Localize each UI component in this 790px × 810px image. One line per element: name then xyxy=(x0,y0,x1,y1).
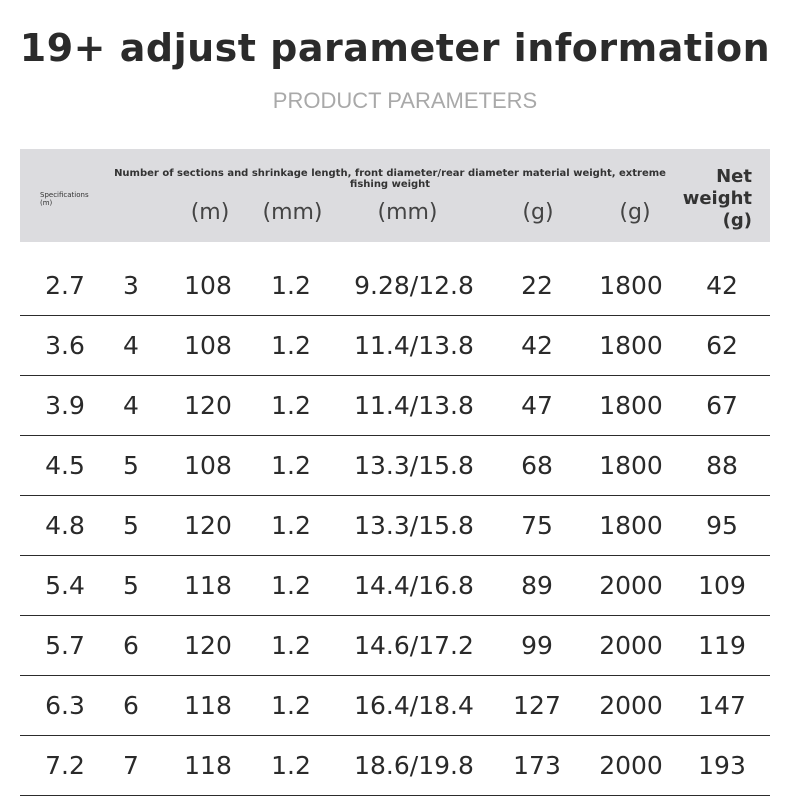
cell-sections: 6 xyxy=(123,691,139,720)
header-unit-rear-diameter: (mm) xyxy=(377,200,438,225)
cell-net-weight: 109 xyxy=(698,571,746,600)
cell-extreme-fishing-weight: 1800 xyxy=(599,451,663,480)
cell-front-diameter: 1.2 xyxy=(271,511,311,540)
table-row xyxy=(20,315,770,376)
cell-front-diameter: 1.2 xyxy=(271,571,311,600)
cell-specification: 3.6 xyxy=(45,331,85,360)
cell-rear-diameter-range: 18.6/19.8 xyxy=(354,751,474,780)
cell-rear-diameter-range: 9.28/12.8 xyxy=(354,271,474,300)
cell-extreme-fishing-weight: 2000 xyxy=(599,631,663,660)
cell-shrinkage-length: 120 xyxy=(184,391,232,420)
cell-specification: 2.7 xyxy=(45,271,85,300)
cell-rear-diameter-range: 13.3/15.8 xyxy=(354,451,474,480)
cell-net-weight: 42 xyxy=(706,271,738,300)
cell-sections: 5 xyxy=(123,451,139,480)
cell-specification: 6.3 xyxy=(45,691,85,720)
header-unit-front-diameter: (mm) xyxy=(262,200,323,225)
cell-sections: 7 xyxy=(123,751,139,780)
cell-material-weight: 68 xyxy=(521,451,553,480)
cell-specification: 4.8 xyxy=(45,511,85,540)
cell-net-weight: 88 xyxy=(706,451,738,480)
cell-sections: 3 xyxy=(123,271,139,300)
cell-extreme-fishing-weight: 2000 xyxy=(599,691,663,720)
cell-net-weight: 67 xyxy=(706,391,738,420)
header-unit-extreme-weight: (g) xyxy=(619,200,651,225)
cell-front-diameter: 1.2 xyxy=(271,751,311,780)
cell-sections: 6 xyxy=(123,631,139,660)
cell-specification: 4.5 xyxy=(45,451,85,480)
page-subtitle: PRODUCT PARAMETERS xyxy=(272,88,538,113)
cell-net-weight: 95 xyxy=(706,511,738,540)
cell-shrinkage-length: 118 xyxy=(184,571,232,600)
table-row xyxy=(20,615,770,676)
header-unit-weight: (g) xyxy=(522,200,554,225)
cell-net-weight: 119 xyxy=(698,631,746,660)
cell-extreme-fishing-weight: 1800 xyxy=(599,391,663,420)
cell-material-weight: 75 xyxy=(521,511,553,540)
table-row xyxy=(20,555,770,616)
table-row xyxy=(20,255,770,316)
cell-net-weight: 193 xyxy=(698,751,746,780)
cell-front-diameter: 1.2 xyxy=(271,391,311,420)
cell-extreme-fishing-weight: 1800 xyxy=(599,331,663,360)
cell-sections: 4 xyxy=(123,331,139,360)
cell-specification: 5.4 xyxy=(45,571,85,600)
cell-material-weight: 42 xyxy=(521,331,553,360)
page-title: 19+ adjust parameter information xyxy=(19,26,771,70)
cell-specification: 3.9 xyxy=(45,391,85,420)
cell-front-diameter: 1.2 xyxy=(271,331,311,360)
cell-sections: 4 xyxy=(123,391,139,420)
cell-material-weight: 47 xyxy=(521,391,553,420)
header-unit-length: (m) xyxy=(190,200,230,225)
cell-shrinkage-length: 108 xyxy=(184,271,232,300)
cell-sections: 5 xyxy=(123,511,139,540)
cell-material-weight: 173 xyxy=(513,751,561,780)
cell-net-weight: 62 xyxy=(706,331,738,360)
table-row xyxy=(20,495,770,556)
cell-sections: 5 xyxy=(123,571,139,600)
cell-material-weight: 22 xyxy=(521,271,553,300)
cell-rear-diameter-range: 14.6/17.2 xyxy=(354,631,474,660)
cell-specification: 7.2 xyxy=(45,751,85,780)
table-header xyxy=(20,149,770,242)
cell-extreme-fishing-weight: 1800 xyxy=(599,511,663,540)
table-row xyxy=(20,735,770,796)
cell-shrinkage-length: 108 xyxy=(184,451,232,480)
cell-material-weight: 127 xyxy=(513,691,561,720)
cell-net-weight: 147 xyxy=(698,691,746,720)
cell-specification: 5.7 xyxy=(45,631,85,660)
cell-rear-diameter-range: 16.4/18.4 xyxy=(354,691,474,720)
cell-front-diameter: 1.2 xyxy=(271,691,311,720)
header-description: Number of sections and shrinkage length, front diameter/rear diameter material weight, extreme fishing weight xyxy=(114,168,666,190)
table-row xyxy=(20,435,770,496)
cell-material-weight: 89 xyxy=(521,571,553,600)
cell-rear-diameter-range: 11.4/13.8 xyxy=(354,331,474,360)
cell-shrinkage-length: 108 xyxy=(184,331,232,360)
cell-material-weight: 99 xyxy=(521,631,553,660)
cell-extreme-fishing-weight: 2000 xyxy=(599,751,663,780)
cell-front-diameter: 1.2 xyxy=(271,451,311,480)
cell-shrinkage-length: 120 xyxy=(184,511,232,540)
header-specifications: Specifications (m) xyxy=(40,191,89,207)
cell-rear-diameter-range: 11.4/13.8 xyxy=(354,391,474,420)
cell-front-diameter: 1.2 xyxy=(271,631,311,660)
cell-rear-diameter-range: 13.3/15.8 xyxy=(354,511,474,540)
table-row xyxy=(20,675,770,736)
cell-extreme-fishing-weight: 1800 xyxy=(599,271,663,300)
cell-shrinkage-length: 118 xyxy=(184,751,232,780)
cell-shrinkage-length: 118 xyxy=(184,691,232,720)
cell-shrinkage-length: 120 xyxy=(184,631,232,660)
cell-rear-diameter-range: 14.4/16.8 xyxy=(354,571,474,600)
cell-front-diameter: 1.2 xyxy=(271,271,311,300)
cell-extreme-fishing-weight: 2000 xyxy=(599,571,663,600)
table-row xyxy=(20,375,770,436)
header-net-weight: Net weight (g) xyxy=(682,166,752,231)
